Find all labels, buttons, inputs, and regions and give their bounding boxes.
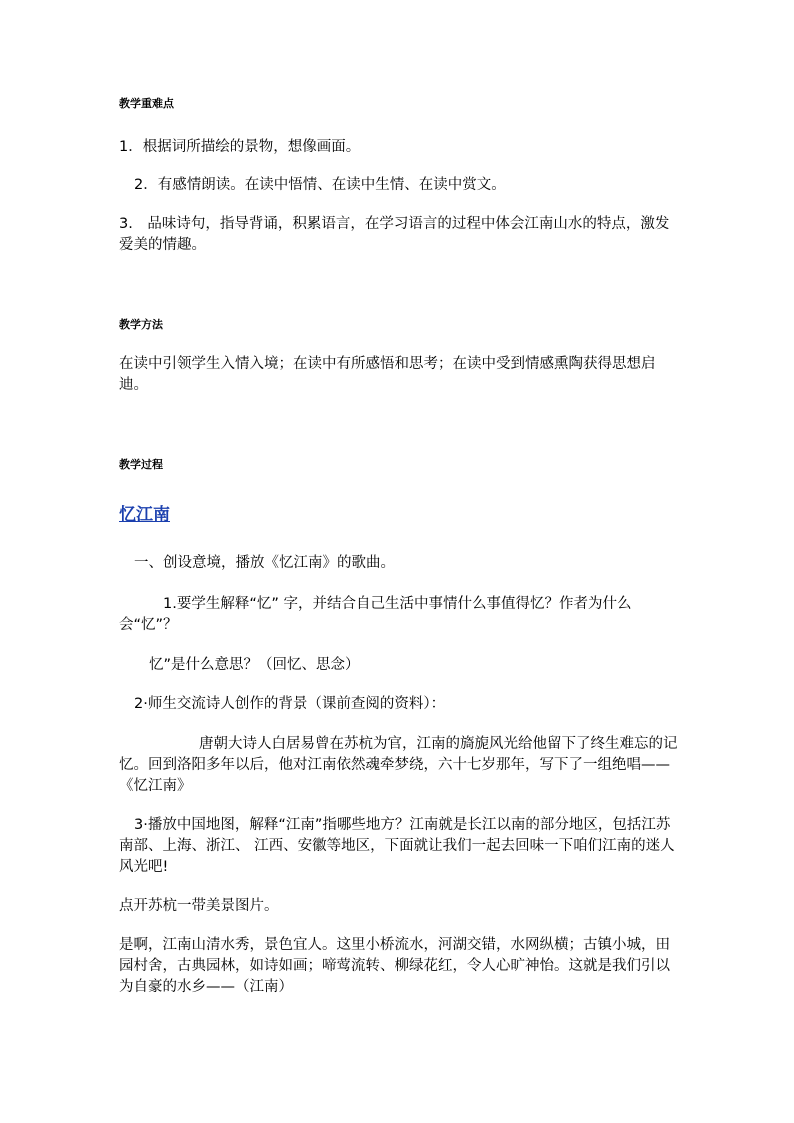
key-point-1: 1．根据词所描绘的景物，想像画面。 xyxy=(119,139,361,155)
heading-methods: 教学方法 xyxy=(119,318,163,331)
process-paragraph: 3·播放中国地图，解释“江南”指哪些地方？江南就是长江以南的部分地区，包括江苏南部、上海、浙江、 江西、安徽等地区，下面就让我们一起去回味一下咱们江南的迷人风光吧! xyxy=(119,817,675,875)
process-paragraph: 1.要学生解释“忆” 字，并结合自己生活中事情什么事值得忆？作者为什么会“忆”？ xyxy=(119,596,632,633)
heading-process: 教学过程 xyxy=(119,458,163,471)
heading-key-points: 教学重难点 xyxy=(119,97,174,110)
process-paragraph: 忆”是什么意思？（回忆、思念） xyxy=(149,657,360,673)
process-paragraph: 点开苏杭一带美景图片。 xyxy=(119,898,279,914)
process-paragraph: 是啊，江南山清水秀，景色宜人。这里小桥流水，河湖交错，水网纵横；古镇小城，田园村舍，古典园林，如诗如画；啼莺流转、柳绿花红，令人心旷神怡。这就是我们引以为自豪的水乡——（江南） xyxy=(119,937,670,995)
key-point-3: 3. 品味诗句，指导背诵，积累语言，在学习语言的过程中体会江南山水的特点，激发爱美的情趣。 xyxy=(119,216,670,253)
process-paragraph: 唐朝大诗人白居易曾在苏杭为官，江南的旖旎风光给他留下了终生难忘的记忆。回到洛阳多年以后，他对江南依然魂牵梦绕，六十七岁那年，写下了一组绝唱——《忆江南》 xyxy=(119,736,678,794)
lesson-title-link[interactable]: 忆江南 xyxy=(119,505,170,525)
process-paragraph: 2·师生交流诗人创作的背景（课前查阅的资料）： xyxy=(134,696,446,712)
key-point-2: 2．有感情朗读。在读中悟情、在读中生情、在读中赏文。 xyxy=(134,177,506,193)
methods-text: 在读中引领学生入情入境；在读中有所感悟和思考；在读中受到情感熏陶获得思想启迪。 xyxy=(119,356,656,393)
process-paragraph: 一、创设意境，播放《忆江南》的歌曲。 xyxy=(134,555,395,571)
